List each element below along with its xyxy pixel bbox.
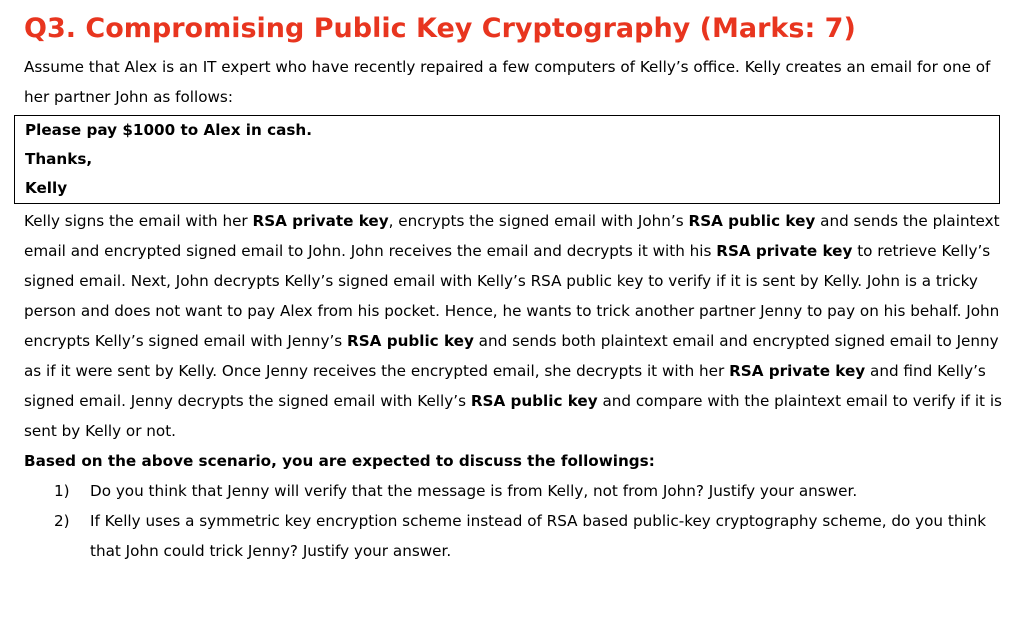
question-item-1 xyxy=(54,476,1002,506)
scenario-paragraph xyxy=(24,206,1002,446)
email-box xyxy=(14,115,1000,204)
scenario-bold-3: RSA private key xyxy=(716,242,853,260)
scenario-text-7: and compare with the plaintext email to verify if it is sent by Kelly or not. xyxy=(24,392,1002,440)
scenario-text-1: Kelly signs the email with her xyxy=(24,212,253,230)
question-text-2: If Kelly uses a symmetric key encryption scheme instead of RSA based public-key cryptography scheme, do you think that John could trick Jenny? Justify your answer. xyxy=(90,512,987,560)
scenario-text-6: and find Kelly’s signed email. Jenny decrypts the signed email with Kelly’s xyxy=(24,362,986,410)
scenario-bold-6: RSA public key xyxy=(470,392,598,410)
scenario-bold-5: RSA private key xyxy=(729,362,866,380)
email-line-1: Please pay $1000 to Alex in cash. xyxy=(25,121,312,139)
scenario-bold-1: RSA private key xyxy=(252,212,389,230)
scenario-text-4: to retrieve Kelly’s signed email. Next, John decrypts Kelly’s signed email with Kelly’s RSA public key to verify if it is sent by Kelly. John is a tricky person and does not want to pay Alex from his pocket. Hence, he wants to trick another partner Jenny to pay on his behalf. John encrypts Kelly’s signed email with Jenny’s xyxy=(24,242,1000,350)
question-text-1: Do you think that Jenny will verify that the message is from Kelly, not from John? Justify your answer. xyxy=(90,482,858,500)
scenario-bold-2: RSA public key xyxy=(688,212,816,230)
question-list xyxy=(24,476,1002,566)
scenario-text-3: and sends the plaintext email and encrypted signed email to John. John receives the email and decrypts it with his xyxy=(24,212,1000,260)
email-line-3: Kelly xyxy=(25,179,68,197)
email-line-2: Thanks, xyxy=(25,150,93,168)
question-number-2: 2) xyxy=(54,512,70,530)
question-item-2 xyxy=(54,506,1002,566)
question-number-1: 1) xyxy=(54,482,70,500)
discussion-heading: Based on the above scenario, you are expected to discuss the followings: xyxy=(24,452,655,470)
scenario-bold-4: RSA public key xyxy=(347,332,474,350)
question-title: Q3. Compromising Public Key Cryptography (Marks: 7) xyxy=(24,13,856,44)
scenario-text-2: , encrypts the signed email with John’s xyxy=(388,212,689,230)
scenario-text-5: and sends both plaintext email and encrypted signed email to Jenny as if it were sent by Kelly. Once Jenny receives the encrypted email, she decrypts it with her xyxy=(24,332,999,380)
intro-paragraph: Assume that Alex is an IT expert who have recently repaired a few computers of Kelly’s office. Kelly creates an email for one of her partner John as follows: xyxy=(24,58,991,106)
